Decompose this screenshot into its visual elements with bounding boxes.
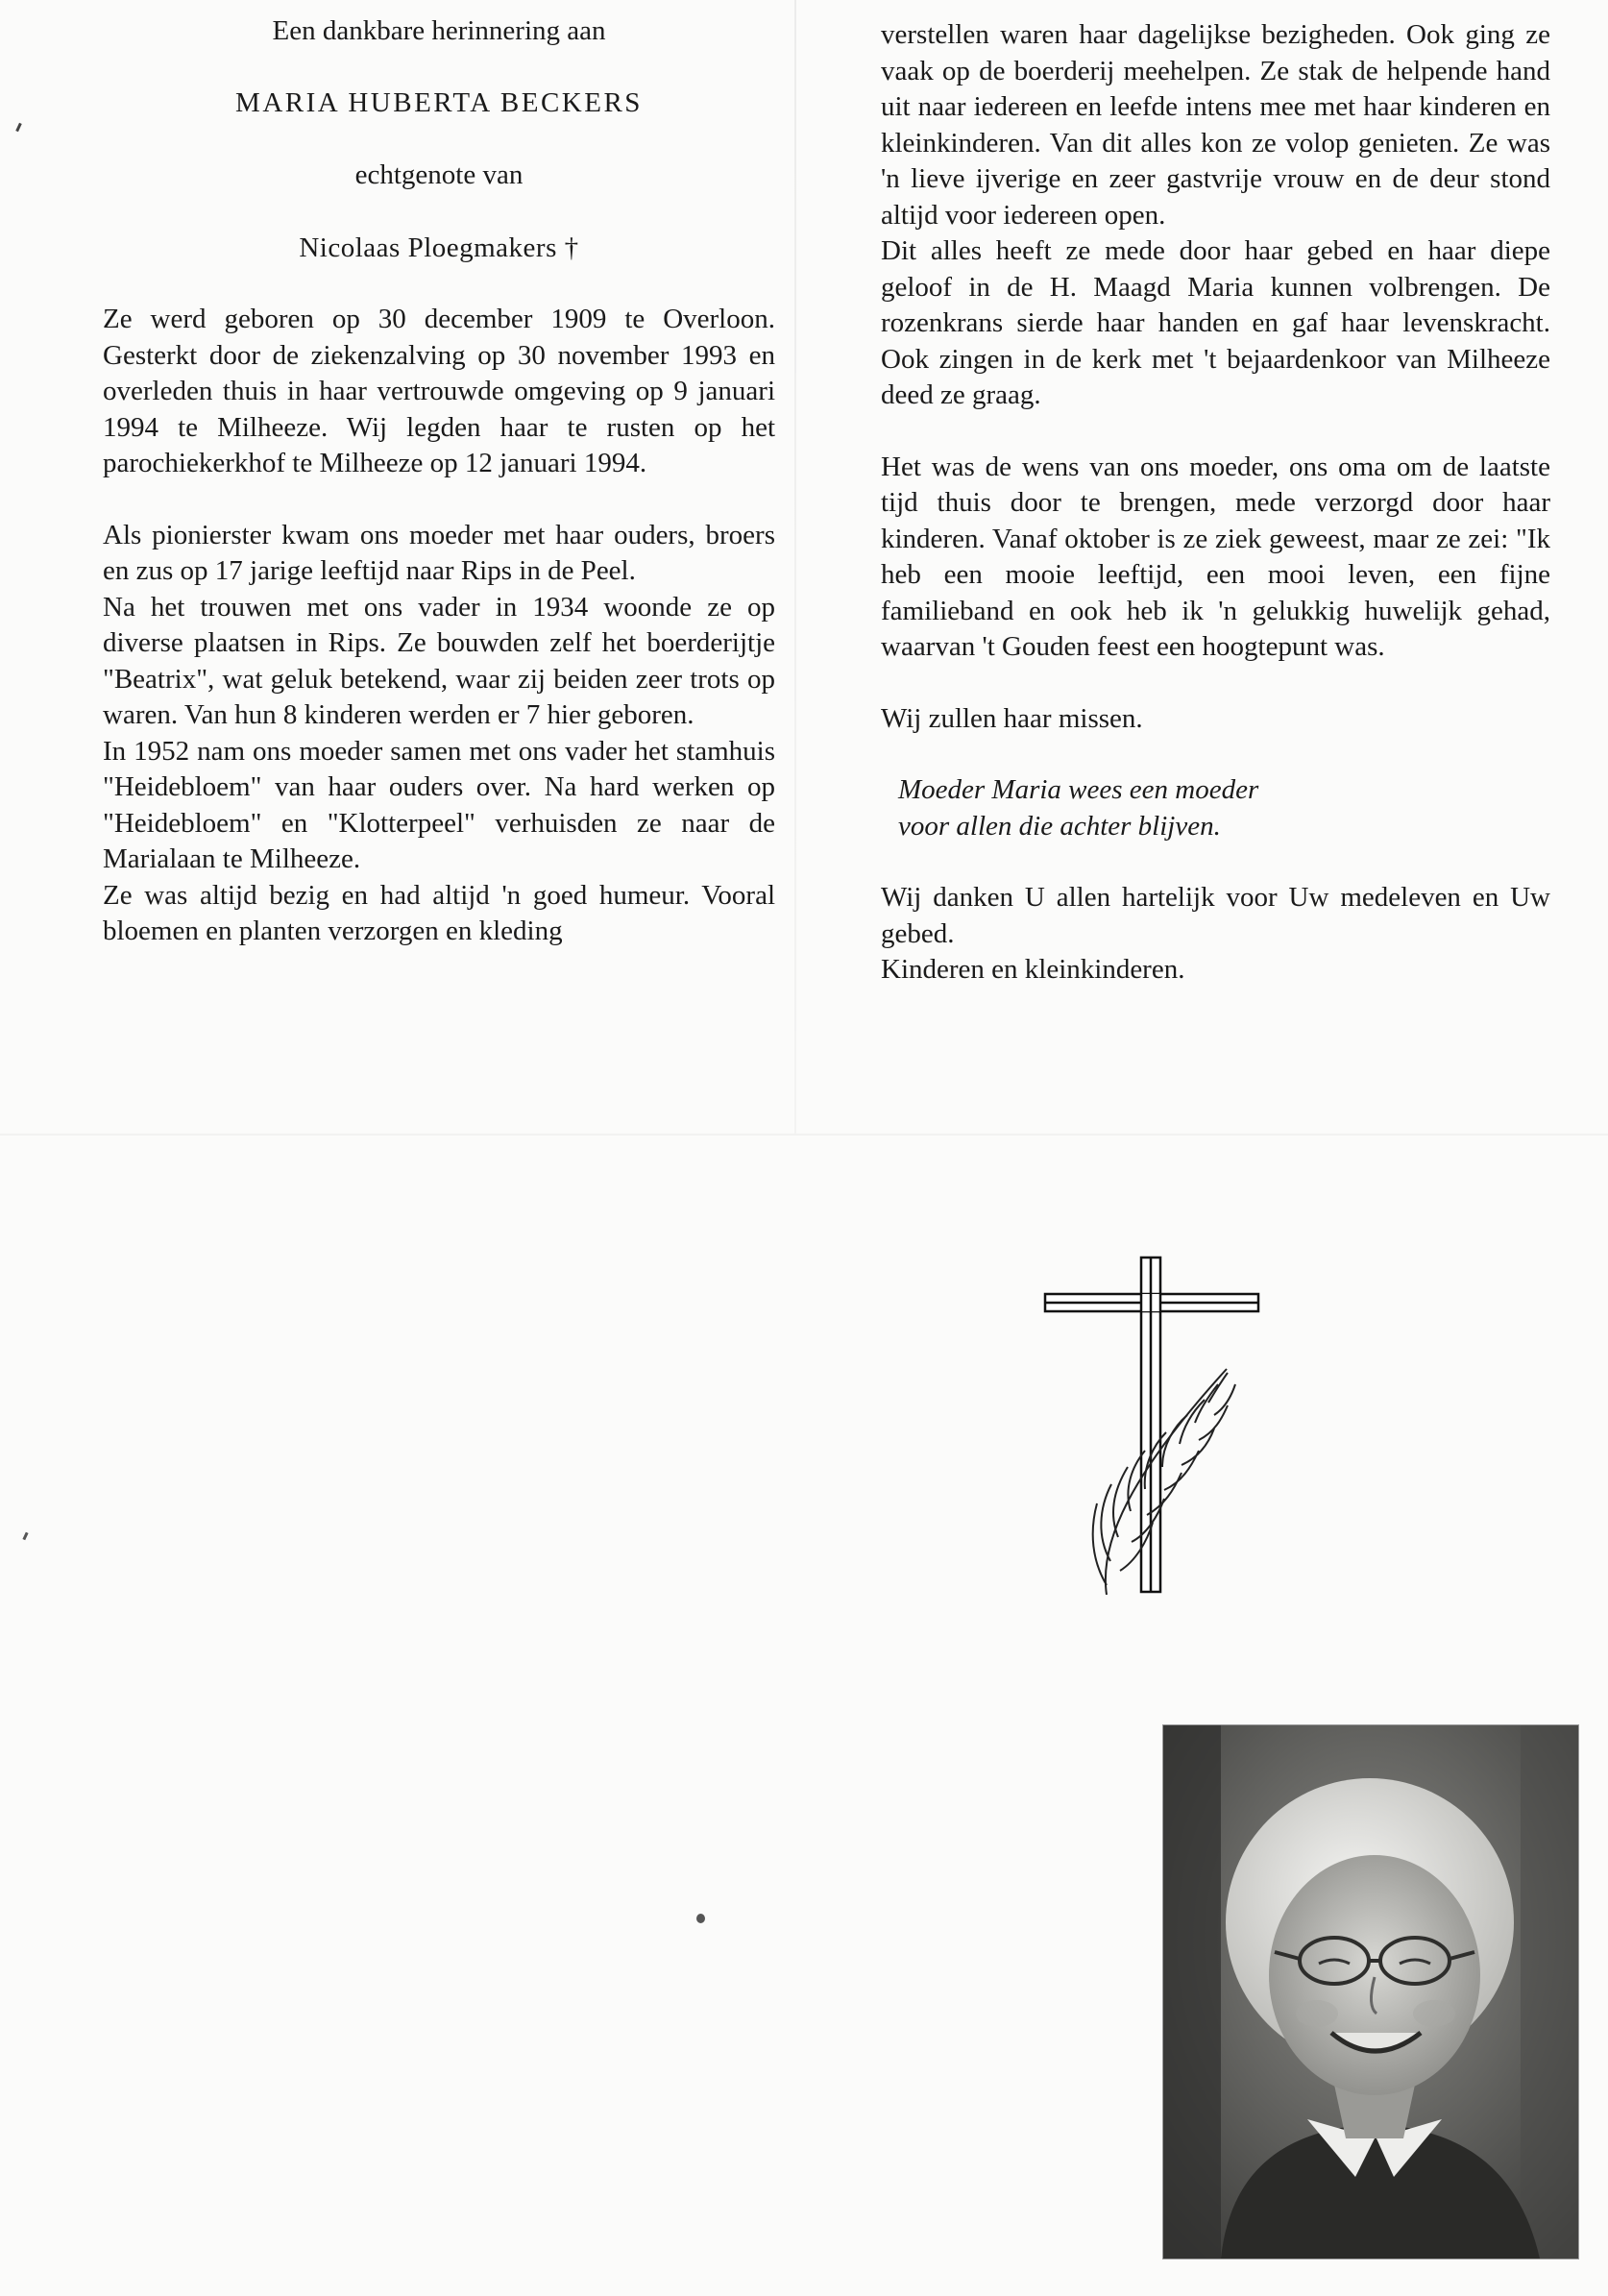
paper-mark bbox=[15, 123, 22, 132]
spouse-label: echtgenote van bbox=[354, 159, 524, 190]
paragraph-heidebloem: In 1952 nam ons moeder samen met ons vader het stamhuis "Heidebloem" van haar ouders over. Na hard werken op "Heidebloem" en "Klotterpeel" verhuisden ze naar de Marialaan te Milheeze. bbox=[103, 735, 775, 874]
husband-name: Nicolaas Ploegmakers † bbox=[299, 232, 579, 263]
paragraph-last-wish: Het was de wens van ons moeder, ons oma om de laatste tijd thuis door te brengen, mede verzorgd door haar kinderen. Vanaf oktober is ze ziek geweest, maar ze zei: "Ik heb een mooie leeftijd, een mooi leven, een fijne familieband en ook heb ik 'n gelukkig huwelijk gehad, waarvan 't Gouden feest een hoogtepunt was. bbox=[881, 451, 1550, 662]
paragraph-birth-death: Ze werd geboren op 30 december 1909 te Overloon. Gesterkt door de ziekenzalving op 30 november 1993 en overleden thuis in haar vertrouwde omgeving op 9 januari 1994 te Milheeze. Wij legden haar te rusten op het parochiekerkhof te Milheeze op 12 januari 1994. bbox=[103, 304, 775, 478]
paper-speck bbox=[696, 1914, 705, 1923]
paragraph-faith: Dit alles heeft ze mede door haar gebed en haar diepe geloof in de H. Maagd Maria kunnen volbrengen. De rozenkrans sierde haar handen en gaf haar levenskracht. Ook zingen in de kerk met 't bejaardenkoor van Milheeze deed ze graag. bbox=[881, 235, 1550, 410]
intro-line: Een dankbare herinnering aan bbox=[272, 15, 606, 46]
paragraph-humour: Ze was altijd bezig en had altijd 'n goed humeur. Vooral bloemen en planten verzorgen en kleding bbox=[103, 879, 775, 946]
paragraph-daily-life: verstellen waren haar dagelijkse bezigheden. Ook ging ze vaak op de boerderij meehelpen. Ze stak de helpende hand uit naar iedereen en leefde intens mee met haar kinderen en kleinkinderen. Van dit alles kon ze volop genieten. Ze was 'n lieve ijverige en zeer gastvrije vrouw en de deur stond altijd voor iedereen open. bbox=[881, 19, 1550, 231]
paper-mark bbox=[22, 1532, 28, 1541]
right-column bbox=[881, 17, 1550, 989]
cross-with-palm-icon bbox=[1039, 1254, 1270, 1600]
paragraph-miss-her: Wij zullen haar missen. bbox=[881, 702, 1143, 734]
verse-line-1: Moeder Maria wees een moeder bbox=[898, 774, 1259, 805]
fold-line-vertical bbox=[794, 0, 796, 1134]
left-column bbox=[103, 13, 775, 950]
paragraph-marriage: Na het trouwen met ons vader in 1934 woonde ze op diverse plaatsen in Rips. Ze bouwden zelf het boerderijtje "Beatrix", wat geluk betekend, waar zij beiden zeer trots op waren. Van hun 8 kinderen werden er 7 hier geboren. bbox=[103, 591, 775, 730]
portrait-photo bbox=[1162, 1724, 1579, 2259]
fold-line-horizontal bbox=[0, 1134, 1608, 1136]
deceased-name: MARIA HUBERTA BECKERS bbox=[235, 86, 643, 118]
verse-line-2: voor allen die achter blijven. bbox=[898, 810, 1221, 842]
paragraph-pioneer: Als pionierster kwam ons moeder met haar ouders, broers en zus op 17 jarige leeftijd naar Rips in de Peel. bbox=[103, 519, 775, 586]
paragraph-thanks: Wij danken U allen hartelijk voor Uw medeleven en Uw gebed. bbox=[881, 882, 1550, 949]
signature: Kinderen en kleinkinderen. bbox=[881, 954, 1185, 985]
